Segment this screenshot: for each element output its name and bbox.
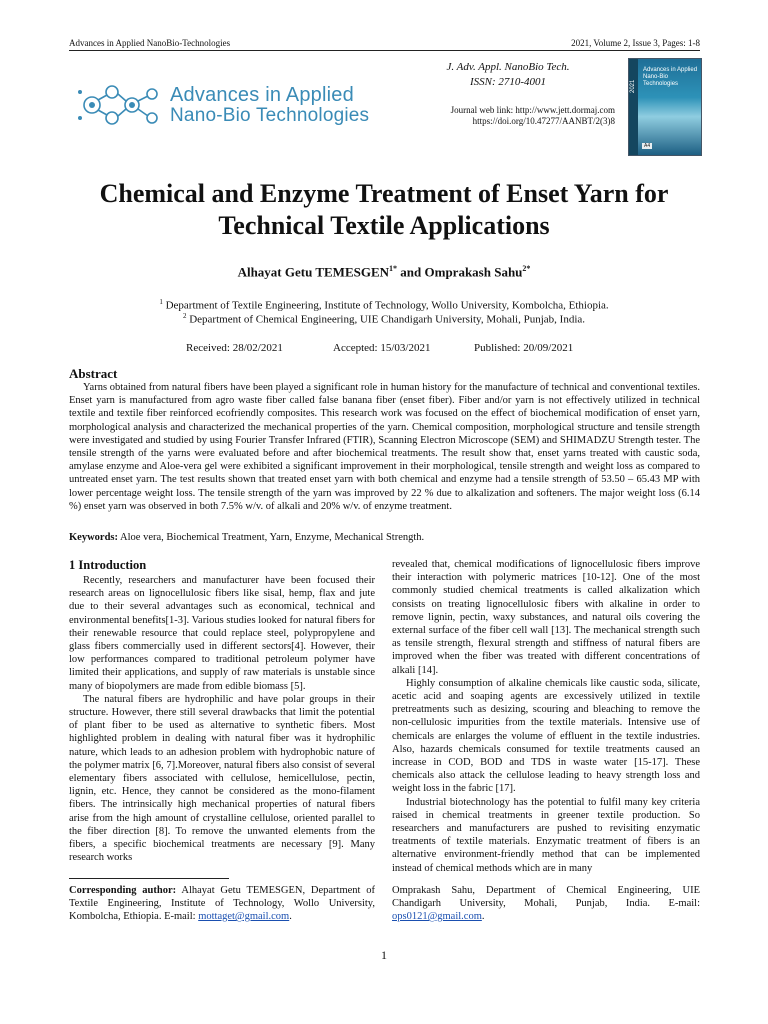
abstract-body: Yarns obtained from natural fibers have been played a significant role in human history for the manufacture of technical and conventional textiles. Enset yarn is manufactured from agro waste fiber called false banana fiber (enset fiber). Fiber and/or yarn is not effectively utilized in technical textile and textile fiber reinforced ecofriendly composites. This research work was focused on the effect of biochemical modification of enset yarn, morphological analysis and characterized the mechanical properties of the yarn. Chemical composition, morphological structure and tensile strength were investigated and studied by using Fourier Transfer Infrared (FTIR), Scanning Electron Microscope (SEM) and SHIMADZU Strength tester. The tensile strength of the yarns were evaluated before and after biochemical treatments. The result show that, enset yarns treated with caustic soda, amylase enzyme and Aloe-vera gel were exhibited a significant improvement in their morphological, tensile strength and weight loss as compared to untreated enset yarn. The test results shown that treated enset yarn with both chemical and enzyme had a tensile strength of 53.50 – 65.43 MP with lower percentage weight loss. The tensile strength of the yarn was improved by 22 % due to alkalization and softeners. The major weight loss (6.14 %) enset yarn was observed in both 7.5% w/v. of alkali and 20% w/v. of enzyme treatment. [69,382,700,512]
affiliation-1-num: 1 [159,298,163,306]
paragraph: revealed that, chemical modifications of lignocellulosic fibers improve their interaction with polymeric matrices [10-12]. One of the most commonly studied chemical treatments is called alkalization which consists on treating lignocellulosic fibers with alkaline in order to remove lignin, pectin, waxy substances, and natural oils covering the external surface of the fiber cell wall [13]. The mechanical strength such as tensile strength, flexural strength and stiffness of natural fibers are improved when the fiber was treated with different concentrations of alkali [14]. [392,559,700,676]
email-link-1[interactable]: mottaget@gmail.com [198,911,290,922]
corresponding-author-label: Corresponding author: [69,885,177,896]
footnote-rule [69,878,229,879]
author-2-sup: 2* [522,264,531,273]
right-column [392,558,700,875]
author-2: Omprakash Sahu [424,264,523,280]
affiliation-1-text: Department of Textile Engineering, Institute of Technology, Wollo University, Kombolcha, Ethiopia. [162,299,609,312]
journal-abbrev: J. Adv. Appl. NanoBio Tech. [446,61,570,73]
molecule-icon [72,72,168,138]
second-author-text: Omprakash Sahu, Department of Chemical Engineering, UIE Chandigarh University, Mohali, Punjab, India. E-mail: [392,885,700,909]
keywords [69,532,700,543]
email-link-2[interactable]: ops0121@gmail.com [392,911,482,922]
left-column [69,574,375,864]
received-date: Received: 28/02/2021 [186,342,283,354]
cover-title: Advances in Applied Nano-Bio Technologies [643,67,698,87]
cover-year: 2021 [630,79,636,93]
second-author-note [392,884,700,923]
journal-web-link[interactable]: Journal web link: http://www.jett.dormaj.com [450,105,615,115]
title-line-1: Chemical and Enzyme Treatment of Enset Yarn for [99,179,669,208]
author-list [60,264,708,280]
cover-foot: A4 [644,143,651,149]
corresponding-author-note [69,884,375,923]
logo-line1: Advances in Applied [170,84,354,106]
author-1: Alhayat Getu TEMESGEN [237,264,390,280]
journal-cover-thumbnail [628,58,702,156]
page-number: 1 [381,948,387,962]
author-1-sup: 1* [389,264,398,273]
keywords-text: Aloe vera, Biochemical Treatment, Yarn, Enzyme, Mechanical Strength. [118,532,425,543]
section-heading-introduction: 1 Introduction [69,558,147,572]
abstract-heading: Abstract [69,366,118,381]
running-header-issue: 2021, Volume 2, Issue 3, Pages: 1-8 [571,38,700,48]
published-date: Published: 20/09/2021 [474,342,574,354]
punct: . [289,911,292,922]
journal-issn: ISSN: 2710-4001 [469,76,547,88]
cover-strip [629,59,638,155]
running-header-journal: Advances in Applied NanoBio-Technologies [69,38,231,48]
logo-line2: Nano-Bio Technologies [170,105,370,126]
paragraph: The natural fibers are hydrophilic and have polar groups in their structure. However, there still several drawbacks that limit the potential of plant fiber to be used as alternative to synthetic fibers. Most highlighted problem in dealing with natural fiber was it hydrophilic nature, which leads to an adhesion problem with hydrophobic nature of the polymer matrix [6, 7].Moreover, natural fibers also consist of several elementary fibers associated with cellulose, hemicellulose, pectin, lignin, etc. Hence, they cannot be considered as the mono-filament fibers. The intrinsically high mechanical properties of natural fibers arise from the high amount of crystalline cellulose, oriented parallel to the fiber direction [8]. To remove the unwanted elements from the fibers, a specific biochemical treatments are necessary [9]. Many research works [69,693,375,864]
paragraph: Recently, researchers and manufacturer have been focused their research areas on lignocellulosic fibers like sisal, hemp, flax and jute due to their several advantages such as economical, technical and environmental benefits[1-3]. Various studies looked for natural fibers for their renewable resource that could replace steel, polypropylene and glass fibers commercially used in different sectors[4]. However, their low performances compared to traditional petroleum polymer have limited their applications, and supply of raw materials is unstable since many of biopolymers are made from edible biomass [5]. [69,575,375,692]
accepted-date: Accepted: 15/03/2021 [333,342,431,354]
author-and: and [397,264,425,280]
affiliation-1 [60,298,708,312]
keywords-label: Keywords: [69,532,118,543]
corresponding-author-text: Alhayat Getu TEMESGEN, Department of Textile Engineering, Institute of Technology, Wollo University, Kombolcha, Ethiopia. E-mail: [69,885,375,922]
paragraph: Highly consumption of alkaline chemicals like caustic soda, silicate, acetic acid and soaping agents are excessively utilized in textile pretreatments such as desizing, scouring and bleaching to remove the non-cellulosic impurities from the textile materials. Intensive use of chemicals are enlarges the volume of effluent in the textile industries. Also, hazards chemicals consumed for textile treatments caused an increase in COD, BOD and TDS in waste water [15-17]. These chemicals also attack the cellulose leading to heavy strength loss and weight loss in the fabric [17]. [392,677,700,795]
paragraph: Industrial biotechnology has the potential to fulfil many key criteria raised in chemical treatments in greener textile production. So researchers and manufacturers are pushed to revisiting enzymatic treatments of textile materials. Enzymatic treatment of fibers is an alternative environment-friendly method that can be implemented instead of chemical methods which are in many [392,796,700,874]
article-title [60,178,708,242]
journal-logo [72,72,370,138]
journal-doi-link[interactable]: https://doi.org/10.47277/AANBT/2(3)8 [472,116,615,126]
affiliation-2-text: Department of Chemical Engineering, UIE Chandigarh University, Mohali, Punjab, India. [186,313,586,326]
title-line-2: Technical Textile Applications [218,211,550,240]
punct: . [481,911,485,922]
header-rule [69,50,700,51]
affiliation-2 [60,312,708,326]
affiliation-2-num: 2 [182,312,187,320]
